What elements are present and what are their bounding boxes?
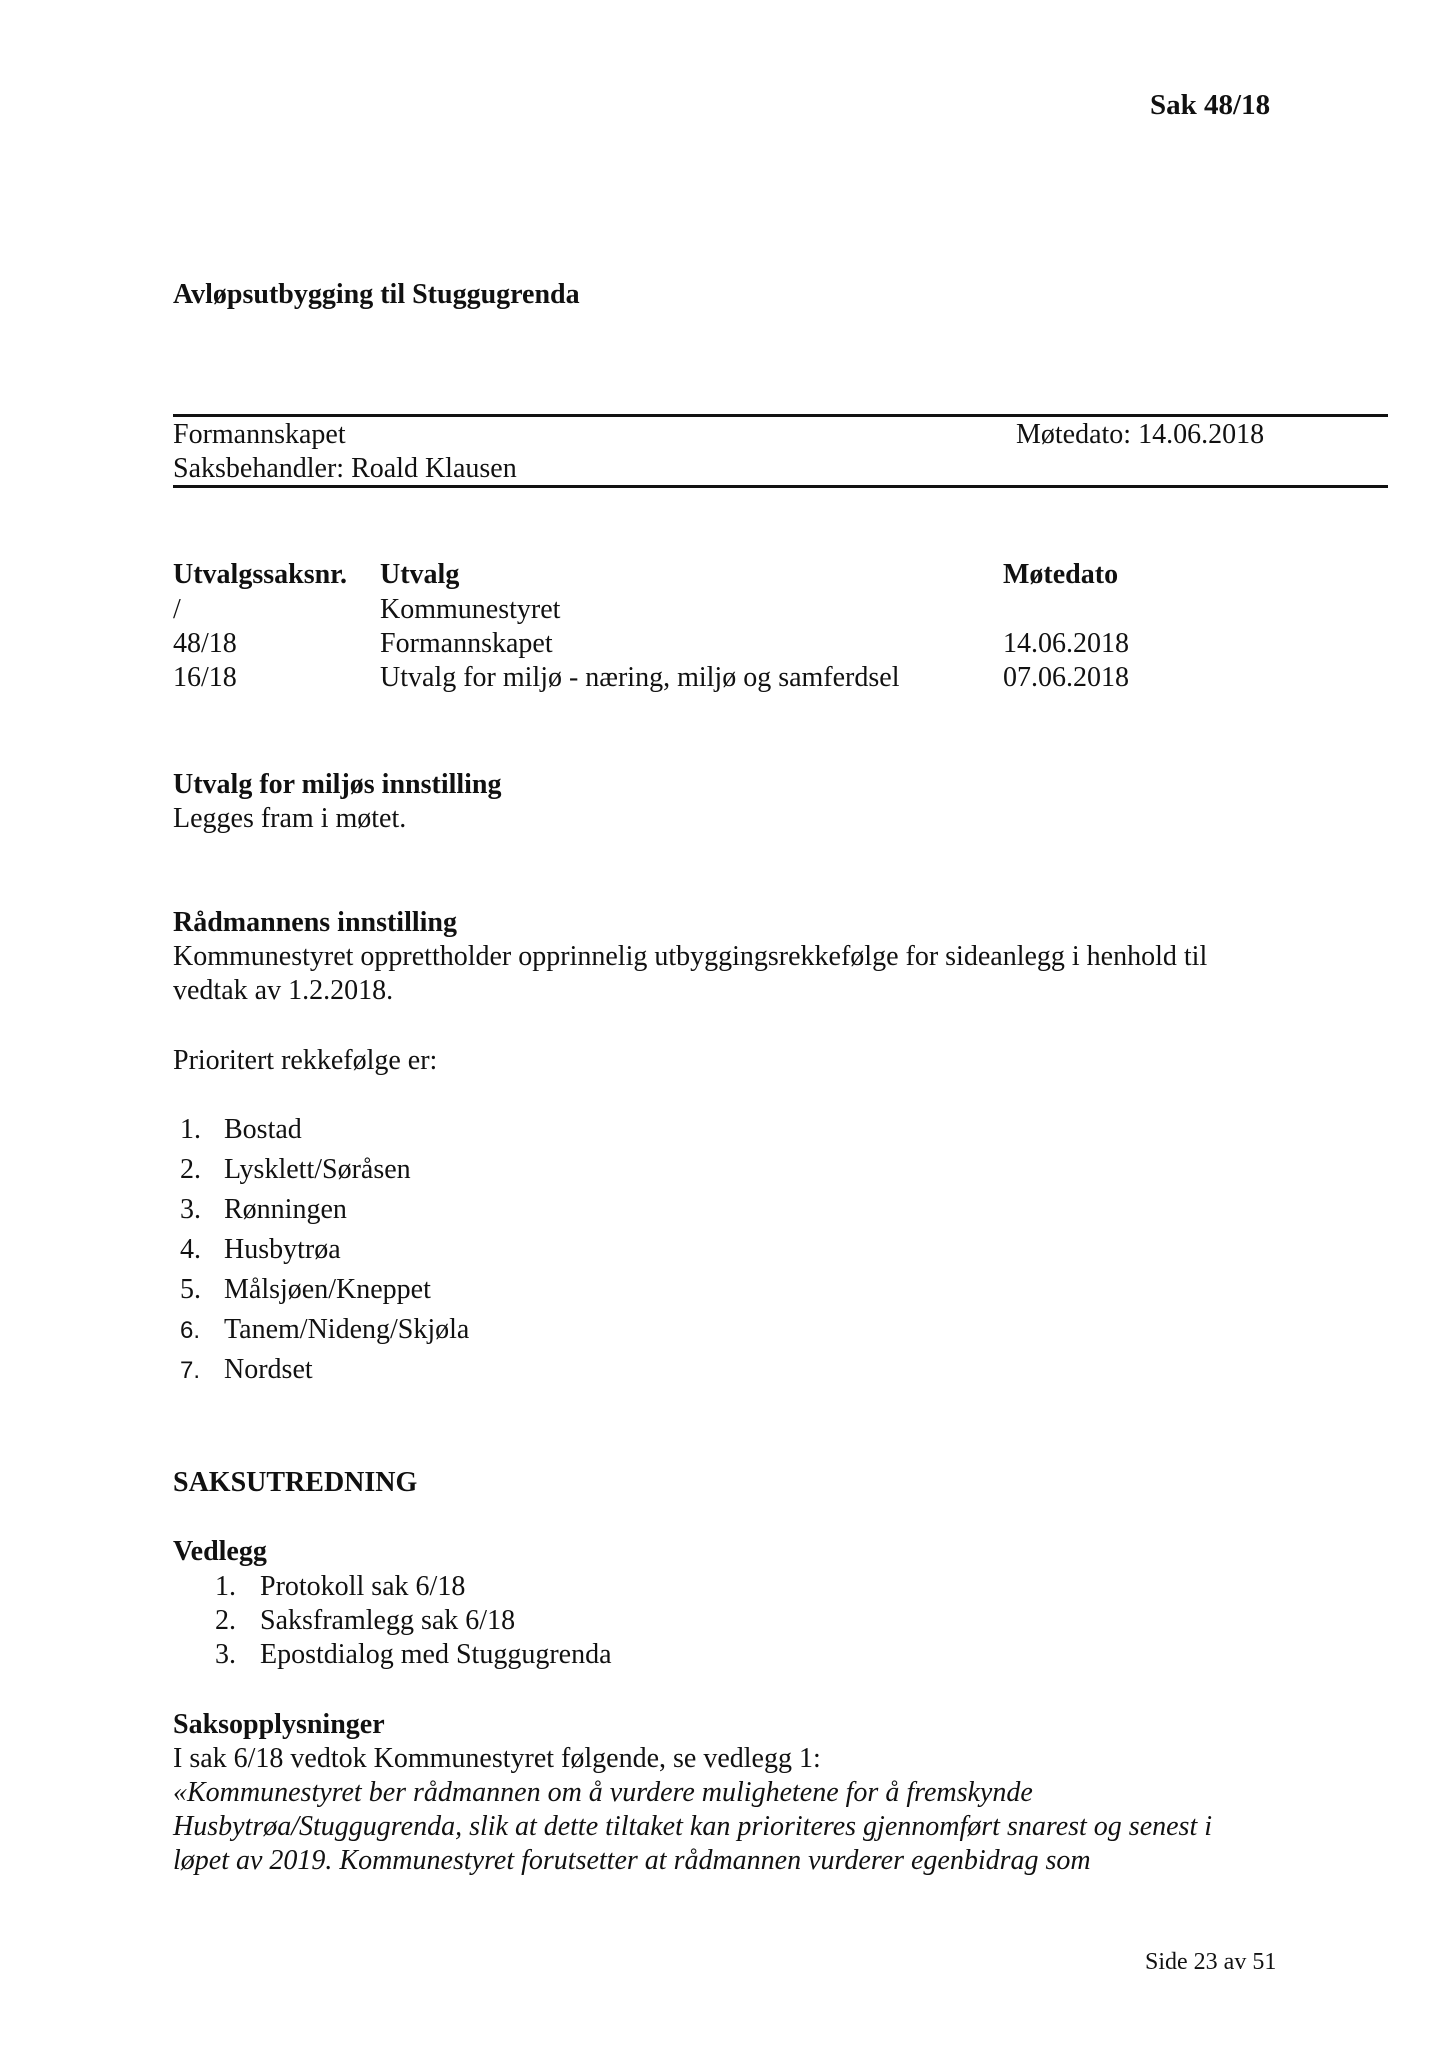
meta-meeting-date: Møtedato: 14.06.2018 bbox=[1016, 419, 1265, 450]
attachment-item bbox=[215, 1570, 466, 1604]
attachment-item bbox=[215, 1638, 612, 1672]
case-number: Sak 48/18 bbox=[1150, 89, 1271, 121]
bottom-rule bbox=[173, 485, 1388, 488]
attachment-number: 2. bbox=[215, 1605, 236, 1636]
saksutredning-heading: SAKSUTREDNING bbox=[173, 1467, 418, 1498]
priority-number: 3. bbox=[180, 1194, 201, 1225]
info-intro: I sak 6/18 vedtok Kommunestyret følgende, se vedlegg 1: bbox=[173, 1743, 821, 1774]
table-row-2-case-no: 48/18 bbox=[173, 628, 237, 659]
priority-text: Tanem/Nideng/Skjøla bbox=[224, 1314, 470, 1345]
chief-recommendation-line-1: Kommunestyret opprettholder opprinnelig utbyggingsrekkefølge for sideanlegg i henhold til bbox=[173, 941, 1208, 972]
attachment-text: Protokoll sak 6/18 bbox=[260, 1571, 466, 1602]
meta-handler: Saksbehandler: Roald Klausen bbox=[173, 453, 517, 484]
priority-number: 1. bbox=[180, 1114, 201, 1145]
priority-list-item bbox=[180, 1233, 341, 1267]
table-row-3-date: 07.06.2018 bbox=[1003, 662, 1129, 693]
table-row-1-case-no: / bbox=[173, 594, 181, 625]
attachment-text: Saksframlegg sak 6/18 bbox=[260, 1605, 516, 1636]
quote-line-1: «Kommunestyret ber rådmannen om å vurdere mulighetene for å fremskynde bbox=[173, 1777, 1033, 1808]
priority-list-item bbox=[180, 1153, 411, 1187]
quote-line-2: Husbytrøa/Stuggugrenda, slik at dette tiltaket kan prioriteres gjennomført snarest og senest i bbox=[173, 1811, 1213, 1842]
top-rule bbox=[173, 414, 1388, 417]
priority-number: 4. bbox=[180, 1234, 201, 1265]
table-row-2-date: 14.06.2018 bbox=[1003, 628, 1129, 659]
table-row-2-committee: Formannskapet bbox=[380, 628, 553, 659]
table-header-committee: Utvalg bbox=[380, 559, 460, 590]
quote-line-3: løpet av 2019. Kommunestyret forutsetter at rådmannen vurderer egenbidrag som bbox=[173, 1845, 1091, 1876]
attachments-heading: Vedlegg bbox=[173, 1536, 267, 1567]
page-footer: Side 23 av 51 bbox=[1145, 1949, 1277, 1975]
priority-list-item bbox=[180, 1353, 313, 1388]
table-row-3-committee: Utvalg for miljø - næring, miljø og samferdsel bbox=[380, 662, 900, 693]
priority-number: 6. bbox=[180, 1317, 201, 1344]
table-row-1-committee: Kommunestyret bbox=[380, 594, 561, 625]
priority-text: Målsjøen/Kneppet bbox=[224, 1274, 431, 1305]
priority-text: Lysklett/Søråsen bbox=[224, 1154, 411, 1185]
table-row-3-case-no: 16/18 bbox=[173, 662, 237, 693]
attachment-item bbox=[215, 1604, 516, 1638]
priority-number: 7. bbox=[180, 1357, 201, 1384]
priority-text: Rønningen bbox=[224, 1194, 347, 1225]
attachment-number: 1. bbox=[215, 1571, 236, 1602]
priority-number: 5. bbox=[180, 1274, 201, 1305]
document-title: Avløpsutbygging til Stuggugrenda bbox=[173, 279, 580, 310]
priority-text: Husbytrøa bbox=[224, 1234, 341, 1265]
priority-intro: Prioritert rekkefølge er: bbox=[173, 1045, 438, 1076]
committee-recommendation-heading: Utvalg for miljøs innstilling bbox=[173, 769, 502, 800]
priority-number: 2. bbox=[180, 1154, 201, 1185]
priority-list-item bbox=[180, 1273, 431, 1307]
committee-recommendation-text: Legges fram i møtet. bbox=[173, 803, 407, 834]
attachment-text: Epostdialog med Stuggugrenda bbox=[260, 1639, 612, 1670]
priority-text: Bostad bbox=[224, 1114, 302, 1145]
info-heading: Saksopplysninger bbox=[173, 1709, 385, 1740]
priority-list-item bbox=[180, 1113, 302, 1147]
priority-list-item bbox=[180, 1193, 347, 1227]
priority-list-item bbox=[180, 1313, 470, 1348]
table-header-case-no: Utvalgssaksnr. bbox=[173, 559, 348, 590]
meta-body: Formannskapet bbox=[173, 419, 346, 450]
chief-recommendation-heading: Rådmannens innstilling bbox=[173, 907, 457, 938]
table-header-date: Møtedato bbox=[1003, 559, 1119, 590]
priority-text: Nordset bbox=[224, 1354, 313, 1385]
attachment-number: 3. bbox=[215, 1639, 236, 1670]
chief-recommendation-line-2: vedtak av 1.2.2018. bbox=[173, 975, 394, 1006]
